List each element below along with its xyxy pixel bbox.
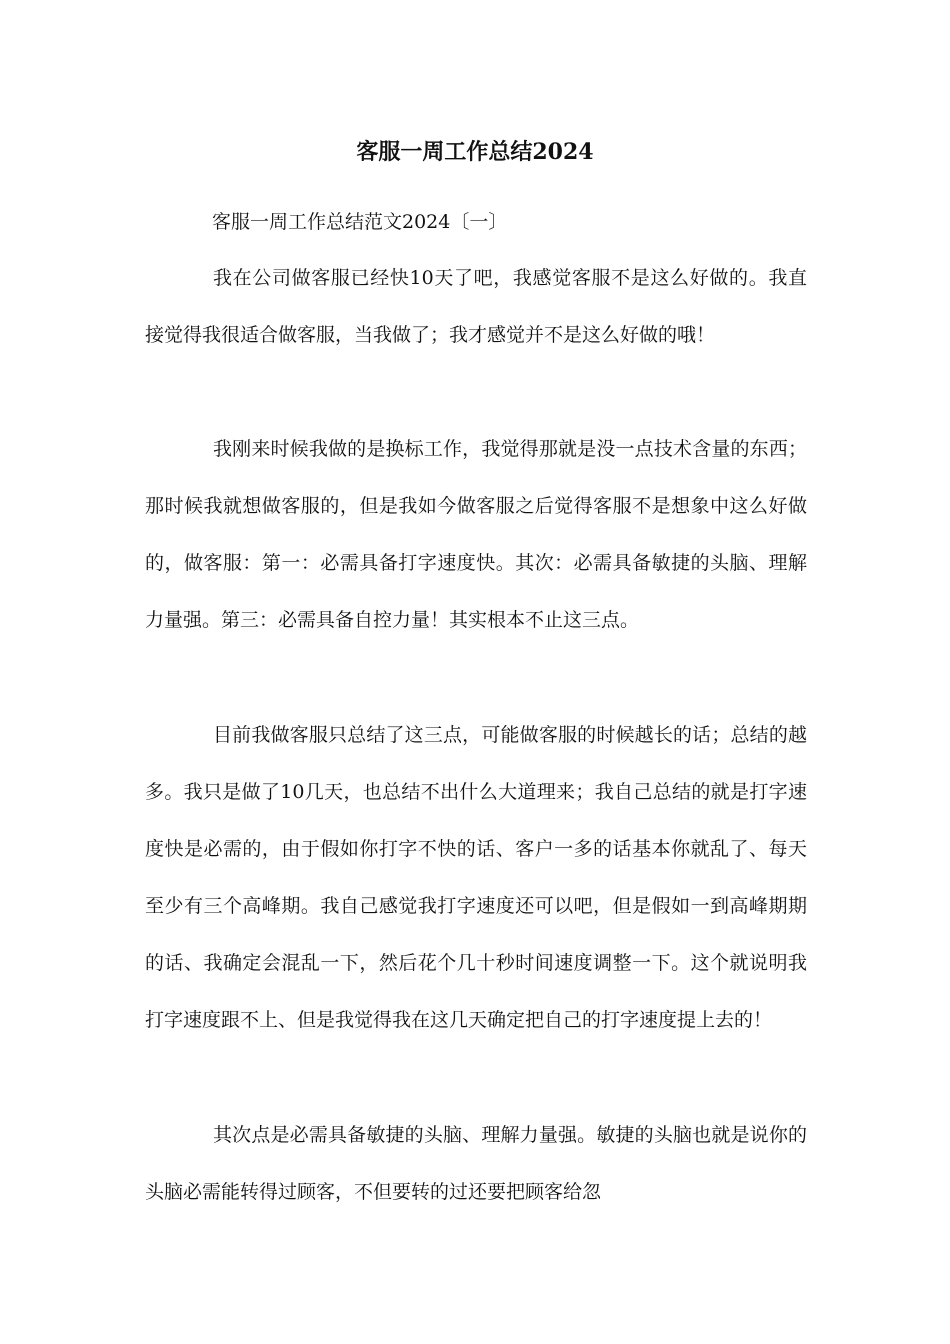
paragraph-2: 我刚来时候我做的是换标工作，我觉得那就是没一点技术含量的东西；那时候我就想做客服的，但是我如今做客服之后觉得客服不是想象中这么好做的，做客服：第一：必需具备打字速度快。其次：必需具备敏捷的头脑、理解力量强。第三：必需具备自控力量！其实根本不止这三点。: [145, 438, 807, 631]
document-title: 客服一周工作总结2024: [356, 139, 594, 165]
paragraph-3: 目前我做客服只总结了这三点，可能做客服的时候越长的话；总结的越多。我只是做了10几天，也总结不出什么大道理来；我自己总结的就是打字速度快是必需的，由于假如你打字不快的话、客户一多的话基本你就乱了、每天至少有三个高峰期。我自己感觉我打字速度还可以吧，但是假如一到高峰期期的话、我确定会混乱一下，然后花个几十秒时间速度调整一下。这个就说明我打字速度跟不上、但是我觉得我在这几天确定把自己的打字速度提上去的！: [145, 724, 807, 1031]
document-subtitle: 客服一周工作总结范文2024〔一〕: [212, 211, 508, 233]
paragraph-1: 我在公司做客服已经快10天了吧，我感觉客服不是这么好做的。我直接觉得我很适合做客服，当我做了；我才感觉并不是这么好做的哦！: [145, 267, 807, 346]
paragraph-4: 其次点是必需具备敏捷的头脑、理解力量强。敏捷的头脑也就是说你的头脑必需能转得过顾客，不但要转的过还要把顾客给忽: [145, 1124, 807, 1203]
